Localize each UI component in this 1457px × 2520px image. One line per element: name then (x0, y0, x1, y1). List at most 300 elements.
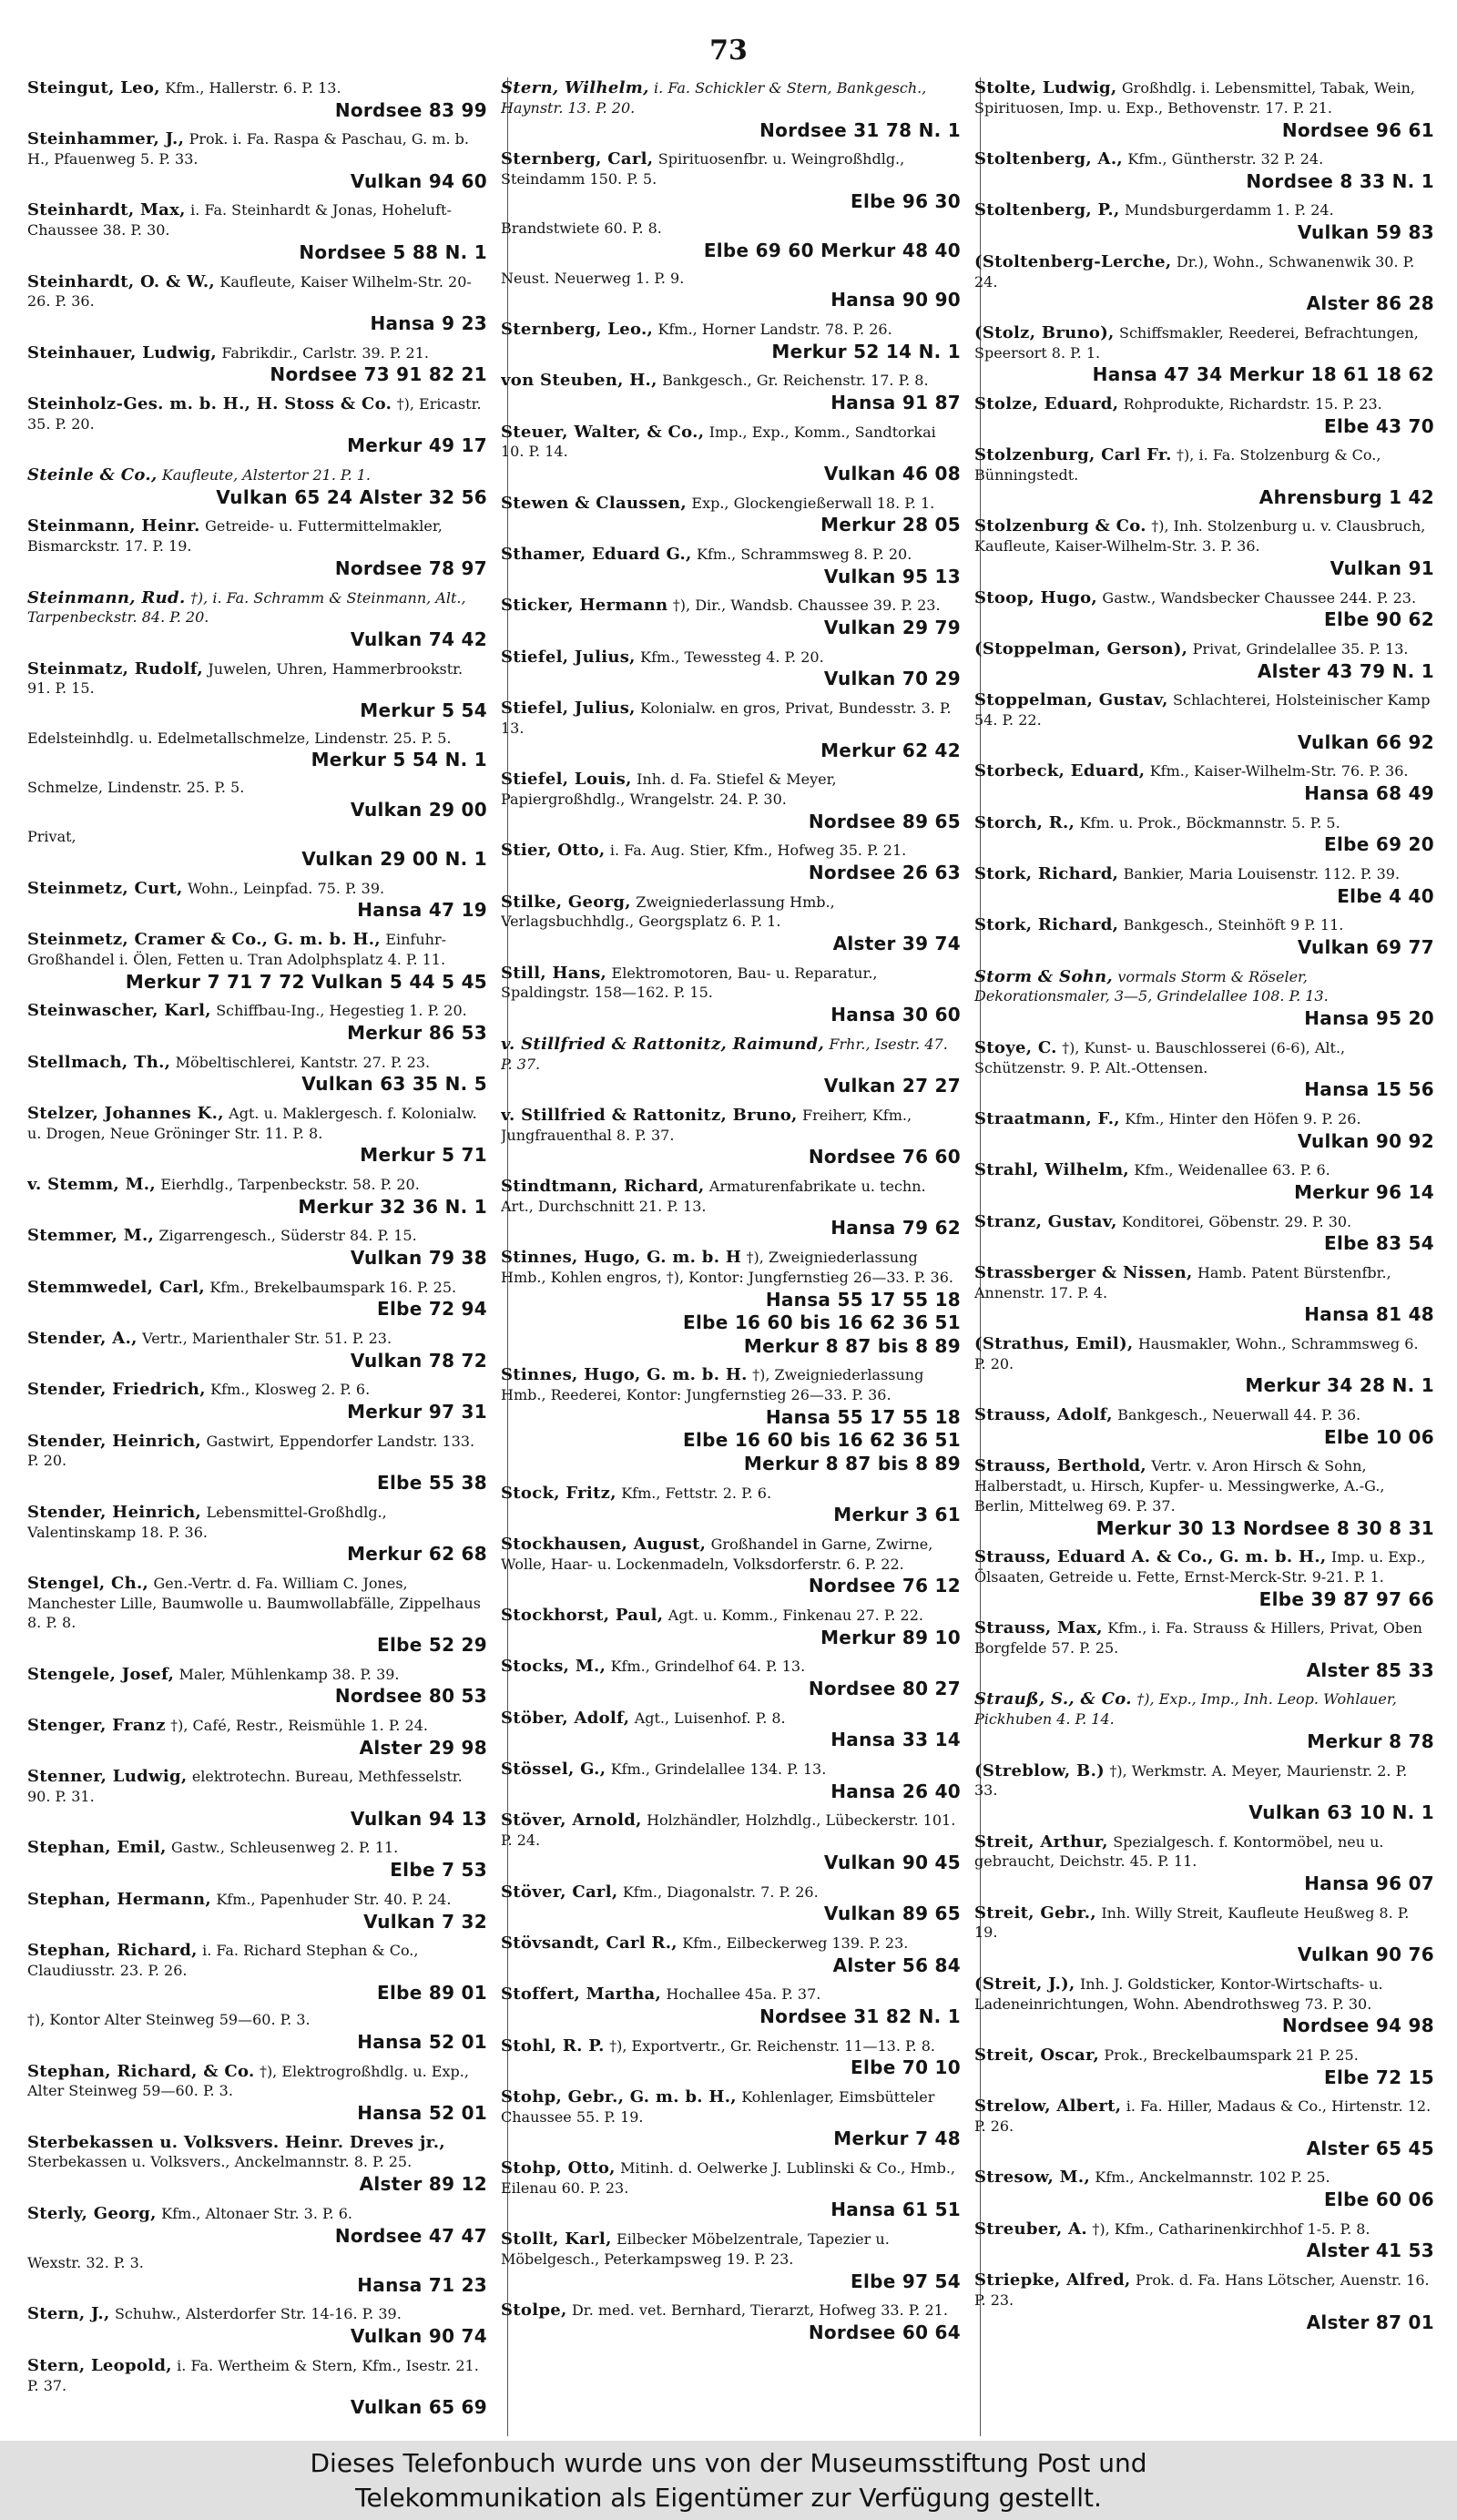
entry-name: Steinhardt, O. & W., (27, 271, 215, 291)
directory-page (18, 0, 1439, 2441)
entry-details: Wohn., Leinpfad. 75. P. 39. (187, 879, 385, 897)
entry-details: Kfm., Anckelmannstr. 102 P. 25. (1095, 2168, 1330, 2187)
phone-number: Elbe 89 01 (377, 1981, 487, 2004)
entry-name: Stinnes, Hugo, G. m. b. H. (501, 1365, 748, 1385)
directory-entry (974, 1333, 1434, 1398)
entry-name: Sternberg, Leo., (501, 319, 654, 339)
entry-details: Hochallee 45a. P. 37. (666, 1985, 821, 2004)
phone-number: Merkur 28 05 (820, 514, 961, 536)
phone-number: Vulkan 65 69 (350, 2396, 487, 2419)
entry-name: Stolte, Ludwig, (974, 78, 1117, 97)
directory-entry (974, 760, 1434, 805)
directory-entry (974, 393, 1434, 438)
directory-entry (27, 1940, 487, 2005)
entry-details: †), Kfm., Catharinenkirchhof 1-5. P. 8. (1092, 2219, 1370, 2238)
directory-entry (27, 2254, 487, 2297)
directory-entry (501, 1105, 961, 1169)
entry-name: von Steuben, H., (501, 371, 657, 391)
directory-entry (27, 199, 487, 264)
phone-number: Hansa 55 17 55 18 (765, 1405, 961, 1428)
entry-name: Stephan, Richard, & Co. (27, 2061, 255, 2081)
entry-name: v. Stillfried & Rattonitz, Bruno, (501, 1105, 798, 1125)
phone-number: Nordsee 60 64 (808, 2321, 961, 2343)
phone-number: Nordsee 96 61 (1281, 118, 1434, 141)
phone-number: Elbe 43 70 (1324, 414, 1434, 437)
directory-entry (974, 1404, 1434, 1449)
directory-entry (974, 251, 1434, 316)
entry-details: Gen.-Vertr. d. Fa. William C. Jones, Manchester Lille, Baumwolle u. Baumwollabfälle, Zippelhaus 8. P. 8. (27, 1574, 481, 1632)
entry-details: Großhandel in Garne, Zwirne, Wolle, Haar- u. Lockenmadeln, Volksdorferstr. 6. P. 22. (501, 1535, 933, 1573)
entry-name: Stresow, M., (974, 2168, 1091, 2188)
entry-details: Getreide- u. Futtermittelmakler, Bismarckstr. 17. P. 19. (27, 517, 443, 556)
directory-entry (27, 1573, 487, 1658)
entry-details: †), Exportvertr., Gr. Reichenstr. 11—13. P. 8. (609, 2036, 935, 2055)
phone-number: Merkur 5 54 N. 1 (311, 749, 487, 771)
entry-details: Dr. med. vet. Bernhard, Tierarzt, Hofweg 33. P. 21. (571, 2301, 948, 2320)
phone-number: Nordsee 73 91 82 21 (270, 363, 487, 386)
phone-number: Merkur 30 13 Nordsee 8 30 8 31 (1095, 1516, 1434, 1539)
entry-name: Strauss, Eduard A. & Co., G. m. b. H., (974, 1547, 1327, 1567)
directory-entry (974, 1211, 1434, 1256)
phone-number: Alster 41 53 (1306, 2239, 1434, 2262)
entry-details: †), Exp., Imp., Inh. Leop. Wohlauer, Pickhuben 4. P. 14. (974, 1690, 1397, 1729)
directory-entry (501, 370, 961, 414)
entry-name: Stender, A., (27, 1328, 138, 1348)
phone-number: Nordsee 76 12 (808, 1575, 961, 1597)
entry-name: Strauss, Adolf, (974, 1405, 1113, 1425)
directory-entry (27, 1889, 487, 1933)
entry-details: Kfm., Altonaer Str. 3. P. 6. (161, 2204, 352, 2222)
entry-details: Kfm. u. Prok., Böckmannstr. 5. P. 5. (1079, 813, 1340, 831)
directory-entry (27, 1379, 487, 1423)
phone-number: Vulkan 90 74 (350, 2325, 487, 2348)
entry-details: Dr.), Wohn., Schwanenwik 30. P. 24. (974, 252, 1415, 291)
directory-entry (501, 77, 961, 142)
directory-entry (501, 422, 961, 486)
phone-number: Elbe 16 60 bis 16 62 36 51 (682, 1311, 961, 1334)
entry-name: Stephan, Hermann, (27, 1889, 211, 1909)
entry-details: Hausmakler, Wohn., Schrammsweg 6. P. 20. (974, 1334, 1419, 1372)
entry-name: Storbeck, Eduard, (974, 761, 1146, 781)
directory-entry (501, 1364, 961, 1475)
directory-entry (974, 1262, 1434, 1327)
entry-details: Mundsburgerdamm 1. P. 24. (1124, 201, 1334, 219)
directory-entry (27, 779, 487, 821)
directory-entry (27, 828, 487, 871)
entry-name: Stövsandt, Carl R., (501, 1933, 678, 1953)
directory-entry (501, 1933, 961, 1977)
entry-name: Stenger, Franz (27, 1716, 166, 1736)
entry-details: Armaturenfabrikate u. techn. Art., Durchschnitt 21. P. 13. (501, 1177, 926, 1215)
entry-name: Stolpe, (501, 2301, 567, 2321)
entry-details: †), Zweigniederlassung Hmb., Reederei, Kontor: Jungfernstieg 26—33. P. 36. (501, 1366, 924, 1404)
entry-details: †), Inh. Stolzenburg u. v. Clausbruch, Kaufleute, Kaiser-Wilhelm-Str. 3. P. 36. (974, 517, 1426, 556)
entry-details: Spirituosenfbr. u. Weingroßhdlg., Steindamm 150. P. 5. (501, 150, 905, 188)
entry-details: Vertr., Marienthaler Str. 51. P. 23. (142, 1329, 392, 1347)
entry-name: Stössel, G., (501, 1760, 606, 1780)
directory-entry (27, 271, 487, 336)
entry-name: Stiefel, Julius, (501, 699, 636, 719)
phone-number: Vulkan 79 38 (350, 1247, 487, 1270)
directory-entry (974, 77, 1434, 142)
directory-entry (27, 1766, 487, 1831)
phone-number: Alster 39 74 (832, 933, 961, 955)
entry-name: Stoppelman, Gustav, (974, 690, 1168, 710)
directory-entry (974, 1689, 1434, 1753)
entry-name: Stocks, M., (501, 1657, 606, 1677)
entry-details: Schiffbau-Ing., Hegestieg 1. P. 20. (216, 1002, 467, 1020)
directory-entry (27, 1837, 487, 1882)
phone-number: Alster 87 01 (1306, 2311, 1434, 2333)
entry-details: Spezialgesch. f. Kontormöbel, neu u. gebraucht, Deichstr. 45. P. 11. (974, 1832, 1384, 1871)
directory-entry (501, 1483, 961, 1527)
directory-entry (501, 1034, 961, 1098)
phone-number: Elbe 97 54 (851, 2270, 961, 2292)
phone-number: Merkur 97 31 (347, 1401, 487, 1423)
entry-details: Inh. Willy Streit, Kaufleute Heußweg 8. P. 19. (974, 1903, 1410, 1942)
entry-name: Steingut, Leo, (27, 78, 160, 97)
phone-number: Alster 43 79 N. 1 (1257, 659, 1434, 682)
entry-name: Stephan, Richard, (27, 1941, 198, 1961)
directory-entry (27, 2011, 487, 2054)
directory-entry (27, 1502, 487, 1566)
phone-number: Vulkan 70 29 (823, 668, 961, 690)
phone-number: Hansa 52 01 (357, 2031, 487, 2053)
phone-number: Vulkan 94 60 (350, 169, 487, 192)
phone-number: Vulkan 91 (1330, 556, 1434, 579)
entry-name: Steinhammer, J., (27, 129, 185, 149)
entry-name: Stollt, Karl, (501, 2229, 612, 2250)
directory-entry (27, 1431, 487, 1495)
entry-name: Storch, R., (974, 812, 1075, 832)
phone-number: Hansa 15 56 (1304, 1078, 1434, 1101)
directory-entry (974, 1455, 1434, 1540)
entry-name: Strelow, Albert, (974, 2097, 1122, 2117)
entry-details: Kfm., i. Fa. Strauss & Hillers, Privat, Oben Borgfelde 57. P. 25. (974, 1619, 1422, 1658)
entry-details: Maler, Mühlenkamp 38. P. 39. (178, 1665, 400, 1683)
directory-entry (27, 515, 487, 580)
entry-details: Bankier, Maria Louisenstr. 112. P. 39. (1123, 864, 1401, 883)
directory-entry (27, 1664, 487, 1709)
directory-entry (27, 2132, 487, 2197)
entry-name: Stinnes, Hugo, G. m. b. H (501, 1248, 742, 1268)
phone-number: Elbe 10 06 (1324, 1425, 1434, 1448)
phone-number: Merkur 8 87 bis 8 89 (743, 1334, 961, 1357)
entry-details: Hamb. Patent Bürstenfbr., Annenstr. 17. P. 4. (974, 1263, 1391, 1301)
entry-name: Stockhorst, Paul, (501, 1606, 664, 1626)
directory-entry (27, 1052, 487, 1097)
entry-name: Stemmwedel, Carl, (27, 1277, 205, 1297)
directory-entry (974, 2045, 1434, 2089)
entry-details: †), Café, Restr., Reismühle 1. P. 24. (170, 1717, 428, 1735)
entry-name: Sterly, Georg, (27, 2203, 157, 2223)
entry-name: Still, Hans, (501, 963, 607, 983)
phone-number: Elbe 7 53 (390, 1859, 487, 1882)
entry-name: Stohp, Otto, (501, 2158, 616, 2178)
phone-number: Hansa 96 07 (1304, 1872, 1434, 1895)
entry-name: Steinhardt, Max, (27, 200, 186, 220)
entry-details: Rohprodukte, Richardstr. 15. P. 23. (1123, 394, 1382, 413)
entry-name: (Stolz, Bruno), (974, 322, 1115, 342)
entry-name: Strauß, S., & Co. (974, 1689, 1132, 1709)
phone-number: Elbe 39 87 97 66 (1258, 1587, 1434, 1610)
entry-name: Stohl, R. P. (501, 2035, 605, 2056)
entry-details: Sterbekassen u. Volksvers., Anckelmannstr. 8. P. 25. (27, 2153, 413, 2171)
entry-details: †), i. Fa. Stolzenburg & Co., Bünningstedt. (974, 446, 1381, 485)
phone-number: Alster 89 12 (359, 2173, 487, 2196)
phone-number: Alster 86 28 (1306, 292, 1434, 315)
entry-name: Stock, Fritz, (501, 1483, 616, 1503)
entry-details: Schmelze, Lindenstr. 25. P. 5. (27, 779, 245, 797)
phone-number: Elbe 96 30 (851, 189, 961, 212)
directory-entry (501, 1810, 961, 1874)
entry-name: Stilke, Georg, (501, 892, 631, 912)
directory-entry (974, 1617, 1434, 1682)
entry-name: Stender, Friedrich, (27, 1380, 206, 1400)
entry-name: Steinwascher, Karl, (27, 1001, 211, 1021)
phone-number: Ahrensburg 1 42 (1258, 485, 1434, 508)
column-3 (974, 77, 1434, 2436)
entry-name: Striepke, Alfred, (974, 2270, 1131, 2290)
phone-number: Hansa 81 48 (1304, 1303, 1434, 1326)
entry-details: Edelsteinhdlg. u. Edelmetallschmelze, Lindenstr. 25. P. 5. (27, 729, 452, 747)
entry-details: Kfm., Hallerstr. 6. P. 13. (165, 79, 341, 97)
phone-number: Vulkan 7 32 (363, 1910, 487, 1933)
entry-details: Schlachterei, Holsteinischer Kamp 54. P. 22. (974, 691, 1431, 729)
directory-entry (501, 892, 961, 956)
entry-details: Konditorei, Göbenstr. 29. P. 30. (1122, 1212, 1352, 1230)
entry-name: Stolzenburg & Co. (974, 516, 1146, 536)
entry-details: Kfm., Eilbeckerweg 139. P. 23. (682, 1933, 909, 1952)
directory-entry (501, 2158, 961, 2222)
phone-number: Merkur 5 71 (360, 1144, 487, 1167)
entry-name: (Strathus, Emil), (974, 1333, 1134, 1353)
entry-name: Stelzer, Johannes K., (27, 1103, 224, 1123)
phone-number: Elbe 83 54 (1324, 1232, 1434, 1255)
entry-details: Gastwirt, Eppendorfer Landstr. 133. P. 20. (27, 1432, 475, 1470)
entry-details: Prok., Breckelbaumspark 21 P. 25. (1104, 2046, 1359, 2064)
directory-entry (501, 1176, 961, 1240)
entry-name: Strauss, Max, (974, 1618, 1103, 1638)
entry-name: (Streblow, B.) (974, 1760, 1105, 1780)
phone-number: Hansa 55 17 55 18 (765, 1288, 961, 1311)
entry-name: Stiefel, Louis, (501, 770, 632, 790)
entry-details: vormals Storm & Röseler, Dekorationsmaler, 3—5, Grindelallee 108. P. 13. (974, 967, 1329, 1005)
entry-name: Straatmann, F., (974, 1108, 1120, 1128)
phone-number: Nordsee 8 33 N. 1 (1246, 169, 1434, 192)
entry-details: Fabrikdir., Carlstr. 39. P. 21. (221, 343, 429, 362)
phone-number: Vulkan 78 72 (350, 1349, 487, 1372)
entry-details: Wexstr. 32. P. 3. (27, 2254, 144, 2272)
column-1 (27, 77, 487, 2436)
phone-number: Elbe 70 10 (851, 2056, 961, 2079)
entry-details: Großhdlg. i. Lebensmittel, Tabak, Wein, Spirituosen, Imp. u. Exp., Bethovenstr. 17. P. 21. (974, 79, 1415, 117)
directory-entry (27, 393, 487, 458)
directory-entry (501, 1247, 961, 1358)
directory-entry (974, 1760, 1434, 1825)
phone-number: Merkur 34 28 N. 1 (1245, 1374, 1434, 1397)
entry-name: Steinle & Co., (27, 465, 158, 485)
entry-name: Stoffert, Martha, (501, 1984, 662, 2005)
phone-number: Vulkan 59 83 (1297, 221, 1434, 244)
entry-name: Stemmer, M., (27, 1226, 155, 1246)
entry-details: Kfm., Brekelbaumspark 16. P. 25. (209, 1278, 457, 1296)
phone-number: Vulkan 66 92 (1297, 730, 1434, 753)
phone-number: Vulkan 29 00 (350, 798, 487, 821)
directory-entry (501, 2035, 961, 2080)
entry-name: Strahl, Wilhelm, (974, 1160, 1129, 1180)
phone-number: Hansa 90 90 (830, 289, 961, 311)
directory-entry (974, 444, 1434, 509)
entry-details: i. Fa. Schickler & Stern, Bankgesch., Haynstr. 13. P. 20. (501, 79, 927, 117)
phone-number: Vulkan 90 92 (1297, 1129, 1434, 1152)
directory-entry (501, 544, 961, 588)
entry-name: Stranz, Gustav, (974, 1211, 1117, 1231)
phone-number: Merkur 52 14 N. 1 (771, 340, 961, 362)
directory-entry (974, 2219, 1434, 2263)
phone-number: Vulkan 74 42 (350, 628, 487, 650)
phone-number: Merkur 96 14 (1294, 1180, 1434, 1203)
entry-name: Stolze, Eduard, (974, 393, 1119, 413)
footer-line-1: Dieses Telefonbuch wurde uns von der Museumsstiftung Post und (310, 2448, 1147, 2478)
phone-number: Merkur 8 78 (1307, 1729, 1434, 1752)
directory-entry (974, 812, 1434, 857)
directory-entry (27, 128, 487, 193)
phone-number: Merkur 89 10 (820, 1626, 961, 1648)
phone-number: Hansa 79 62 (830, 1217, 961, 1240)
phone-number: Vulkan 69 77 (1297, 936, 1434, 959)
directory-entry (27, 342, 487, 387)
phone-number: Vulkan 65 24 Alster 32 56 (216, 485, 487, 508)
entry-details: Möbeltischlerei, Kantstr. 27. P. 23. (175, 1053, 431, 1071)
entry-details: Inh. J. Goldsticker, Kontor-Wirtschafts- u. Ladeneinrichtungen, Wohn. Abendrothsweg 73. P. 30. (974, 1974, 1383, 2013)
entry-name: (Streit, J.), (974, 1974, 1075, 1994)
directory-entry (974, 1108, 1434, 1153)
entry-details: Inh. d. Fa. Stiefel & Meyer, Papiergroßhdlg., Wrangelstr. 24. P. 30. (501, 770, 837, 808)
entry-details: Kohlenlager, Eimsbütteler Chaussee 55. P. 19. (501, 2087, 935, 2126)
phone-number: Merkur 62 68 (347, 1543, 487, 1566)
phone-number: Vulkan 94 13 (350, 1807, 487, 1830)
entry-details: Eierhdlg., Tarpenbeckstr. 58. P. 20. (160, 1175, 420, 1193)
phone-number: Elbe 16 60 bis 16 62 36 51 (682, 1429, 961, 1452)
entry-name: Stöver, Carl, (501, 1882, 618, 1902)
directory-entry (974, 1159, 1434, 1204)
entry-details: Kfm., Tewessteg 4. P. 20. (640, 648, 824, 666)
directory-entry (501, 493, 961, 537)
entry-details: Kfm., Hinter den Höfen 9. P. 26. (1125, 1109, 1361, 1127)
entry-details: i. Fa. Wertheim & Stern, Kfm., Isestr. 21. P. 37. (27, 2356, 479, 2394)
entry-name: Stork, Richard, (974, 863, 1119, 883)
entry-name: Stephan, Emil, (27, 1838, 167, 1858)
directory-entry (501, 2300, 961, 2344)
entry-name: Stender, Heinrich, (27, 1431, 202, 1451)
directory-entry (974, 199, 1434, 244)
entry-name: Stockhausen, August, (501, 1534, 707, 1554)
directory-entry (27, 1715, 487, 1760)
phone-number: Hansa 26 40 (830, 1780, 961, 1802)
entry-details: Kaufleute, Alstertor 21. P. 1. (161, 466, 371, 485)
phone-number: Merkur 8 87 bis 8 89 (743, 1453, 961, 1474)
entry-name: Sternberg, Carl, (501, 149, 654, 169)
phone-number: Nordsee 78 97 (334, 556, 487, 579)
phone-number: Elbe 69 60 Merkur 48 40 (703, 239, 961, 261)
phone-number: Merkur 3 61 (833, 1504, 961, 1526)
directory-entry (974, 914, 1434, 959)
entry-name: Sticker, Hermann (501, 596, 668, 616)
page-number: 73 (709, 35, 748, 66)
phone-number: Elbe 52 29 (377, 1634, 487, 1657)
entry-details: Mitinh. d. Oelwerke J. Lublinski & Co., Hmb., Eilenau 60. P. 23. (501, 2158, 956, 2197)
entry-name: Stork, Richard, (974, 915, 1119, 935)
directory-entry (501, 2229, 961, 2293)
entry-details: Bankgesch., Gr. Reichenstr. 17. P. 8. (662, 372, 929, 390)
directory-entry (501, 270, 961, 312)
phone-number: Merkur 7 71 7 72 Vulkan 5 44 5 45 (125, 970, 487, 993)
entry-details: Imp. u. Exp., Ölsaaten, Getreide u. Fette, Ernst-Merck-Str. 9-21. P. 1. (974, 1548, 1426, 1586)
phone-number: Hansa 61 51 (830, 2199, 961, 2221)
entry-details: †), Werkmstr. A. Meyer, Maurienstr. 2. P. 33. (974, 1761, 1408, 1800)
entry-details: Vertr. v. Aron Hirsch & Sohn, Halberstadt, u. Hirsch, Kupfer- u. Messingwerke, A.-G., Berlin, Mittelweg 69. P. 37. (974, 1457, 1385, 1515)
phone-number: Merkur 62 42 (820, 739, 961, 761)
phone-number: Hansa 95 20 (1304, 1007, 1434, 1030)
entry-details: Einfuhr-Großhandel i. Ölen, Fetten u. Tran Adolphsplatz 4. P. 11. (27, 931, 447, 968)
directory-entry (27, 587, 487, 652)
phone-number: Merkur 49 17 (347, 434, 487, 457)
entry-details: Neust. Neuerweg 1. P. 9. (501, 269, 685, 287)
directory-entry (501, 219, 961, 262)
directory-entry (501, 1759, 961, 1803)
entry-details: Gastw., Wandsbecker Chaussee 244. P. 23. (1102, 588, 1417, 607)
entry-name: Stiefel, Julius, (501, 647, 636, 667)
directory-entry (974, 1546, 1434, 1611)
phone-number: Merkur 5 54 (360, 699, 487, 722)
entry-name: Stern, J., (27, 2304, 110, 2324)
phone-number: Vulkan 89 65 (823, 1903, 961, 1925)
directory-entry (27, 1103, 487, 1168)
entry-details: Kfm., Güntherstr. 32 P. 24. (1127, 150, 1324, 168)
entry-details: Prok. d. Fa. Hans Lötscher, Auenstr. 16. P. 23. (974, 2271, 1430, 2309)
phone-number: Elbe 55 38 (377, 1472, 487, 1495)
entry-name: Stengel, Ch., (27, 1573, 149, 1593)
phone-number: Nordsee 26 63 (808, 861, 961, 883)
entry-details: Schiffsmakler, Reederei, Befrachtungen, Speersort 8. P. 1. (974, 323, 1419, 362)
directory-entry (974, 2167, 1434, 2211)
entry-name: Storm & Sohn, (974, 966, 1113, 986)
phone-number: Elbe 4 40 (1337, 884, 1434, 907)
phone-number: Vulkan 46 08 (823, 463, 961, 485)
column-2 (501, 77, 961, 2436)
footer-line-2: Telekommunikation als Eigentümer zur Verfügung gestellt. (355, 2483, 1102, 2513)
directory-entry (27, 1174, 487, 1219)
directory-entry (974, 148, 1434, 193)
entry-name: Steuer, Walter, & Co., (501, 422, 705, 442)
entry-details: Kfm., Kaiser-Wilhelm-Str. 76. P. 36. (1149, 762, 1409, 780)
phone-number: Elbe 72 15 (1324, 2066, 1434, 2088)
entry-details: Lebensmittel-Großhdlg., Valentinskamp 18. P. 36. (27, 1503, 387, 1541)
directory-entry (501, 148, 961, 213)
entry-details: Freiherr, Kfm., Jungfrauenthal 8. P. 37. (501, 1106, 912, 1144)
entry-name: Steinmann, Heinr. (27, 516, 200, 536)
phone-number: Alster 29 98 (359, 1736, 487, 1759)
directory-entry (974, 1831, 1434, 1896)
columns (27, 77, 1434, 2441)
entry-details: Agt., Luisenhof. P. 8. (634, 1709, 786, 1727)
entry-details: Zweigniederlassung Hmb., Verlagsbuchhdlg., Georgsplatz 6. P. 1. (501, 893, 835, 931)
entry-details: Brandstwiete 60. P. 8. (501, 219, 662, 238)
entry-name: (Stoltenberg-Lerche, (974, 251, 1172, 271)
phone-number: Elbe 60 06 (1324, 2188, 1434, 2211)
phone-number: Hansa 47 19 (357, 899, 487, 922)
